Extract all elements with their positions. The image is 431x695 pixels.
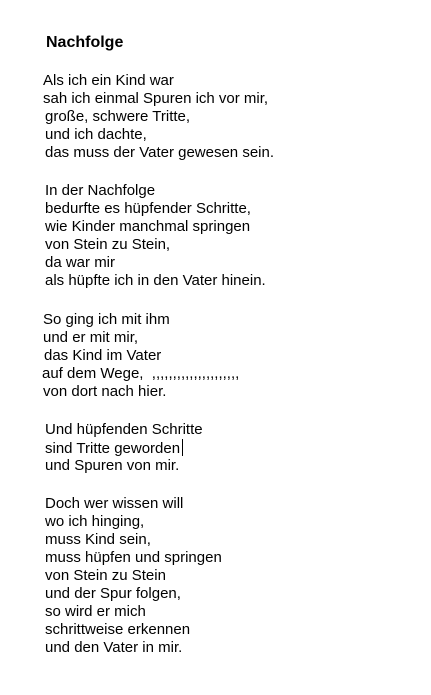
poem-line: Und hüpfenden Schritte [45,421,203,438]
poem-line: Als ich ein Kind war [43,72,174,89]
poem-line: schrittweise erkennen [45,621,191,638]
poem-line: so wird er mich [45,603,146,620]
poem-line: Doch wer wissen will [45,495,184,512]
poem-line: muss hüpfen und springen [45,549,222,566]
poem-line: In der Nachfolge [45,182,156,199]
poem-line: große, schwere Tritte, [45,108,191,125]
poem-line: sah ich einmal Spuren ich vor mir, [43,90,269,107]
poem-line: muss Kind sein, [45,531,151,548]
poem-line [45,439,183,458]
poem-line: wo ich hinging, [45,513,145,530]
poem-line: von Stein zu Stein [45,567,166,584]
poem-line: als hüpfte ich in den Vater hinein. [45,272,266,289]
poem-line: und Spuren von mir. [45,457,180,474]
poem-line: von dort nach hier. [43,383,167,400]
text-cursor [182,439,183,456]
poem-line: und der Spur folgen, [45,585,181,602]
poem-line: und er mit mir, [43,329,139,346]
poem-line: So ging ich mit ihm [43,311,170,328]
poem-line: wie Kinder manchmal springen [45,218,251,235]
poem-line: und ich dachte, [45,126,147,143]
poem-line: da war mir [45,254,116,271]
poem-line: und den Vater in mir. [45,639,183,656]
poem-line: von Stein zu Stein, [45,236,171,253]
poem-line: das muss der Vater gewesen sein. [45,144,275,161]
poem-line: auf dem Wege, ,,,,,,,,,,,,,,,,,,,,, [42,365,240,382]
poem-line-text: sind Tritte geworden [45,440,181,457]
poem-line: bedurfte es hüpfender Schritte, [45,200,251,217]
page-title: Nachfolge [46,34,124,51]
poem-line: das Kind im Vater [44,347,162,364]
